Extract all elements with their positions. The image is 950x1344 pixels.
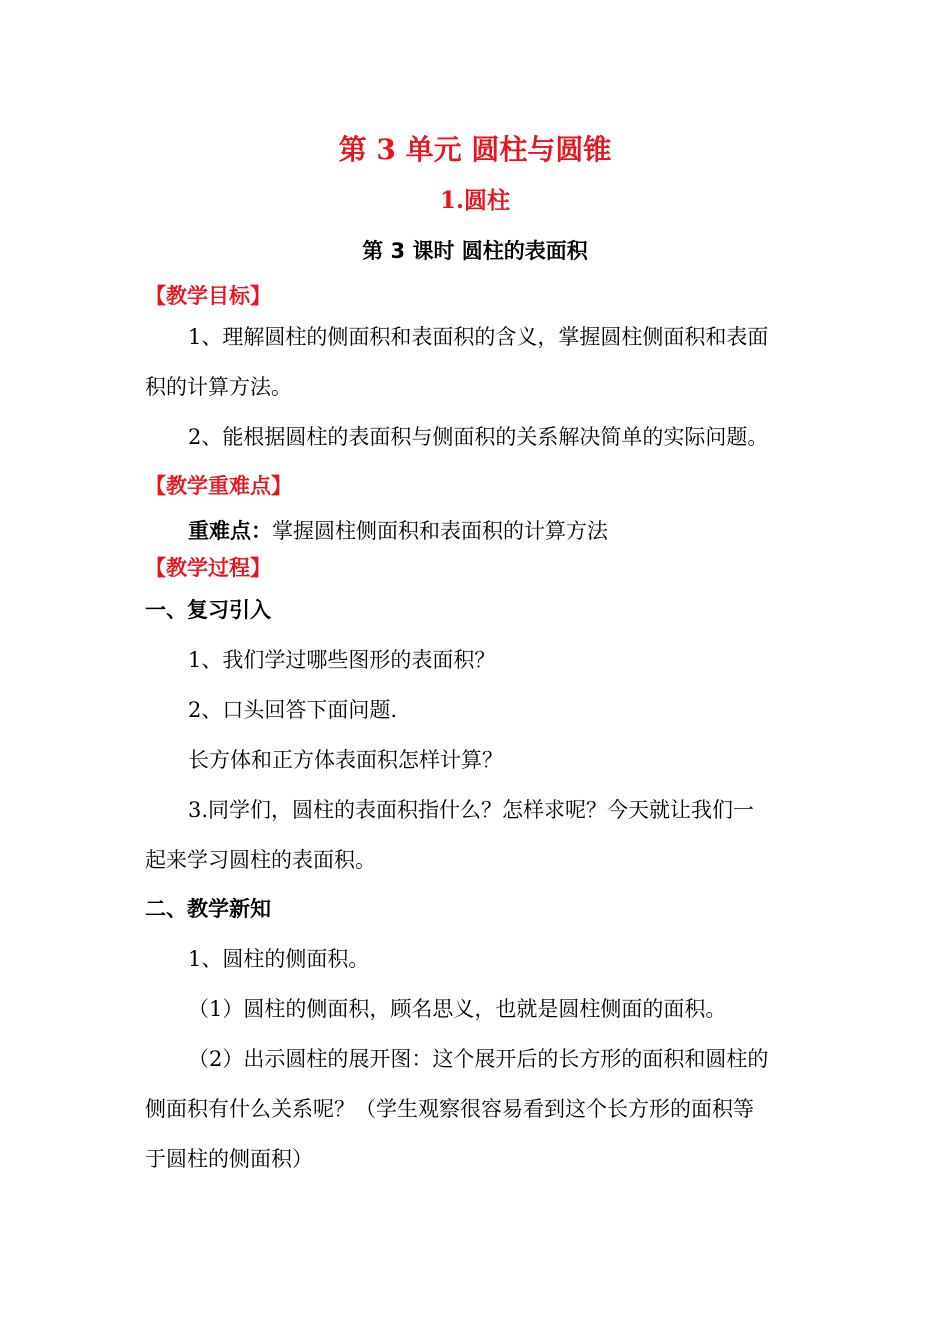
review-question-1: 1、我们学过哪些图形的表面积？	[188, 648, 496, 672]
objective-1-line-2: 积的计算方法。	[145, 375, 292, 399]
objectives-heading: 【教学目标】	[145, 284, 271, 308]
review-question-3-line-2: 起来学习圆柱的表面积。	[145, 848, 376, 872]
new-item-1: 1、圆柱的侧面积。	[188, 947, 370, 971]
key-points-line	[188, 517, 608, 545]
process-heading: 【教学过程】	[145, 556, 271, 580]
objective-1-line-1: 1、理解圆柱的侧面积和表面积的含义，掌握圆柱侧面积和表面	[188, 325, 769, 349]
new-sub-1: （1）圆柱的侧面积，顾名思义，也就是圆柱侧面的面积。	[188, 997, 727, 1021]
lesson-title: 第 3 课时 圆柱的表面积	[362, 239, 588, 263]
new-sub-2-line-3: 于圆柱的侧面积）	[145, 1147, 313, 1171]
new-sub-2-line-2: 侧面积有什么关系呢？（学生观察很容易看到这个长方形的面积等	[145, 1097, 754, 1121]
part1-heading: 一、复习引入	[145, 598, 271, 622]
unit-title: 第 3 单元 圆柱与圆锥	[338, 133, 612, 166]
new-sub-2-line-1: （2）出示圆柱的展开图：这个展开后的长方形的面积和圆柱的	[188, 1047, 769, 1071]
key-points-label: 重难点：	[188, 518, 272, 543]
section-title: 1.圆柱	[439, 187, 510, 214]
objective-2: 2、能根据圆柱的表面积与侧面积的关系解决简单的实际问题。	[188, 425, 769, 449]
review-question-3-line-1: 3.同学们，圆柱的表面积指什么？怎样求呢？今天就让我们一	[188, 798, 755, 822]
key-points-heading: 【教学重难点】	[145, 474, 292, 498]
part2-heading: 二、教学新知	[145, 897, 271, 921]
review-question-2-detail: 长方体和正方体表面积怎样计算？	[188, 748, 503, 772]
review-question-2: 2、口头回答下面问题.	[188, 698, 398, 722]
key-points-text: 掌握圆柱侧面积和表面积的计算方法	[272, 519, 608, 543]
